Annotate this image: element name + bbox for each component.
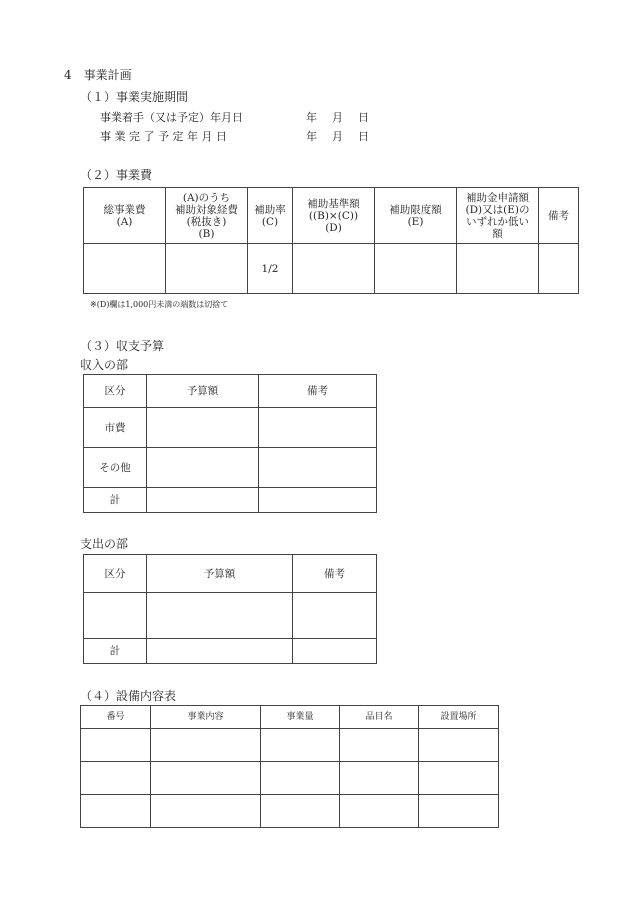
equipment-header-row: [81, 706, 499, 729]
equipment-cell[interactable]: [261, 795, 340, 828]
equipment-cell[interactable]: [151, 762, 261, 795]
budget-heading: （３）収支予算: [80, 339, 165, 353]
cost-header-rate: 補助率 (C): [248, 188, 293, 244]
cost-cell-base[interactable]: [293, 244, 375, 294]
cost-cell-request[interactable]: [457, 244, 539, 294]
income-header-amount: 予算額: [147, 375, 259, 408]
expense-header-category: 区分: [84, 555, 147, 593]
income-category: その他: [84, 448, 147, 488]
equipment-row: [81, 729, 499, 762]
income-total-label: 計: [84, 488, 147, 513]
cost-cell-limit[interactable]: [375, 244, 457, 294]
expense-header-row: [84, 555, 377, 593]
income-amount[interactable]: [147, 408, 259, 448]
equipment-cell[interactable]: [340, 762, 419, 795]
income-total-row: [84, 488, 377, 513]
equipment-row: [81, 795, 499, 828]
income-row: [84, 408, 377, 448]
cost-header-limit: 補助限度額 (E): [375, 188, 457, 244]
expense-amount[interactable]: [147, 593, 293, 639]
end-date-value: 年 月 日: [306, 130, 371, 143]
start-date-value: 年 月 日: [306, 111, 371, 124]
cost-header-row: [84, 188, 579, 244]
expense-header-amount: 予算額: [147, 555, 293, 593]
equipment-cell[interactable]: [419, 729, 499, 762]
expense-table: [83, 554, 377, 664]
equipment-header-number: 番号: [81, 706, 151, 729]
equipment-table: [80, 705, 499, 828]
cost-table: [83, 187, 579, 294]
expense-header-remarks: 備考: [293, 555, 377, 593]
period-heading: （１）事業実施期間: [80, 90, 189, 104]
expense-total-label: 計: [84, 639, 147, 664]
section-title: 4 事業計画: [64, 68, 132, 82]
expense-row: [84, 593, 377, 639]
income-category: 市費: [84, 408, 147, 448]
equipment-header-location: 設置場所: [419, 706, 499, 729]
equipment-row: [81, 762, 499, 795]
equipment-cell[interactable]: [81, 762, 151, 795]
cost-data-row: [84, 244, 579, 294]
equipment-cell[interactable]: [419, 795, 499, 828]
cost-header-remarks: 備考: [539, 188, 579, 244]
cost-heading: （２）事業費: [80, 168, 153, 182]
expense-category[interactable]: [84, 593, 147, 639]
income-remarks[interactable]: [259, 408, 377, 448]
income-remarks[interactable]: [259, 448, 377, 488]
equipment-cell[interactable]: [340, 729, 419, 762]
expense-label: 支出の部: [80, 537, 129, 551]
equipment-header-item: 品目名: [340, 706, 419, 729]
income-header-remarks: 備考: [259, 375, 377, 408]
income-label: 収入の部: [80, 358, 129, 372]
cost-note: ※(D)欄は1,000円未満の端数は切捨て: [90, 300, 229, 309]
expense-total-remarks[interactable]: [293, 639, 377, 664]
income-total-remarks[interactable]: [259, 488, 377, 513]
cost-cell-rate: 1/2: [248, 244, 293, 294]
cost-header-request: 補助金申請額 (D)又は(E)の いずれか低い 額: [457, 188, 539, 244]
cost-cell-remarks[interactable]: [539, 244, 579, 294]
income-row: [84, 448, 377, 488]
income-total-amount[interactable]: [147, 488, 259, 513]
equipment-cell[interactable]: [261, 762, 340, 795]
equipment-cell[interactable]: [419, 762, 499, 795]
income-header-row: [84, 375, 377, 408]
expense-total-row: [84, 639, 377, 664]
start-date-label: 事業着手（又は予定）年月日: [100, 111, 243, 124]
equipment-cell[interactable]: [151, 729, 261, 762]
income-header-category: 区分: [84, 375, 147, 408]
cost-header-eligible: (A)のうち 補助対象経費 (税抜き) (B): [166, 188, 248, 244]
equipment-heading: （４）設備内容表: [80, 689, 177, 703]
equipment-header-content: 事業内容: [151, 706, 261, 729]
equipment-cell[interactable]: [151, 795, 261, 828]
expense-total-amount[interactable]: [147, 639, 293, 664]
equipment-cell[interactable]: [81, 729, 151, 762]
income-amount[interactable]: [147, 448, 259, 488]
equipment-cell[interactable]: [81, 795, 151, 828]
equipment-header-quantity: 事業量: [261, 706, 340, 729]
income-table: [83, 374, 377, 513]
end-date-label: 事 業 完 了 予 定 年 月 日: [100, 130, 227, 143]
equipment-cell[interactable]: [261, 729, 340, 762]
cost-cell-eligible[interactable]: [166, 244, 248, 294]
equipment-cell[interactable]: [340, 795, 419, 828]
cost-cell-total[interactable]: [84, 244, 166, 294]
cost-header-total: 総事業費 (A): [84, 188, 166, 244]
expense-remarks[interactable]: [293, 593, 377, 639]
cost-header-base: 補助基準額 ((B)×(C)) (D): [293, 188, 375, 244]
